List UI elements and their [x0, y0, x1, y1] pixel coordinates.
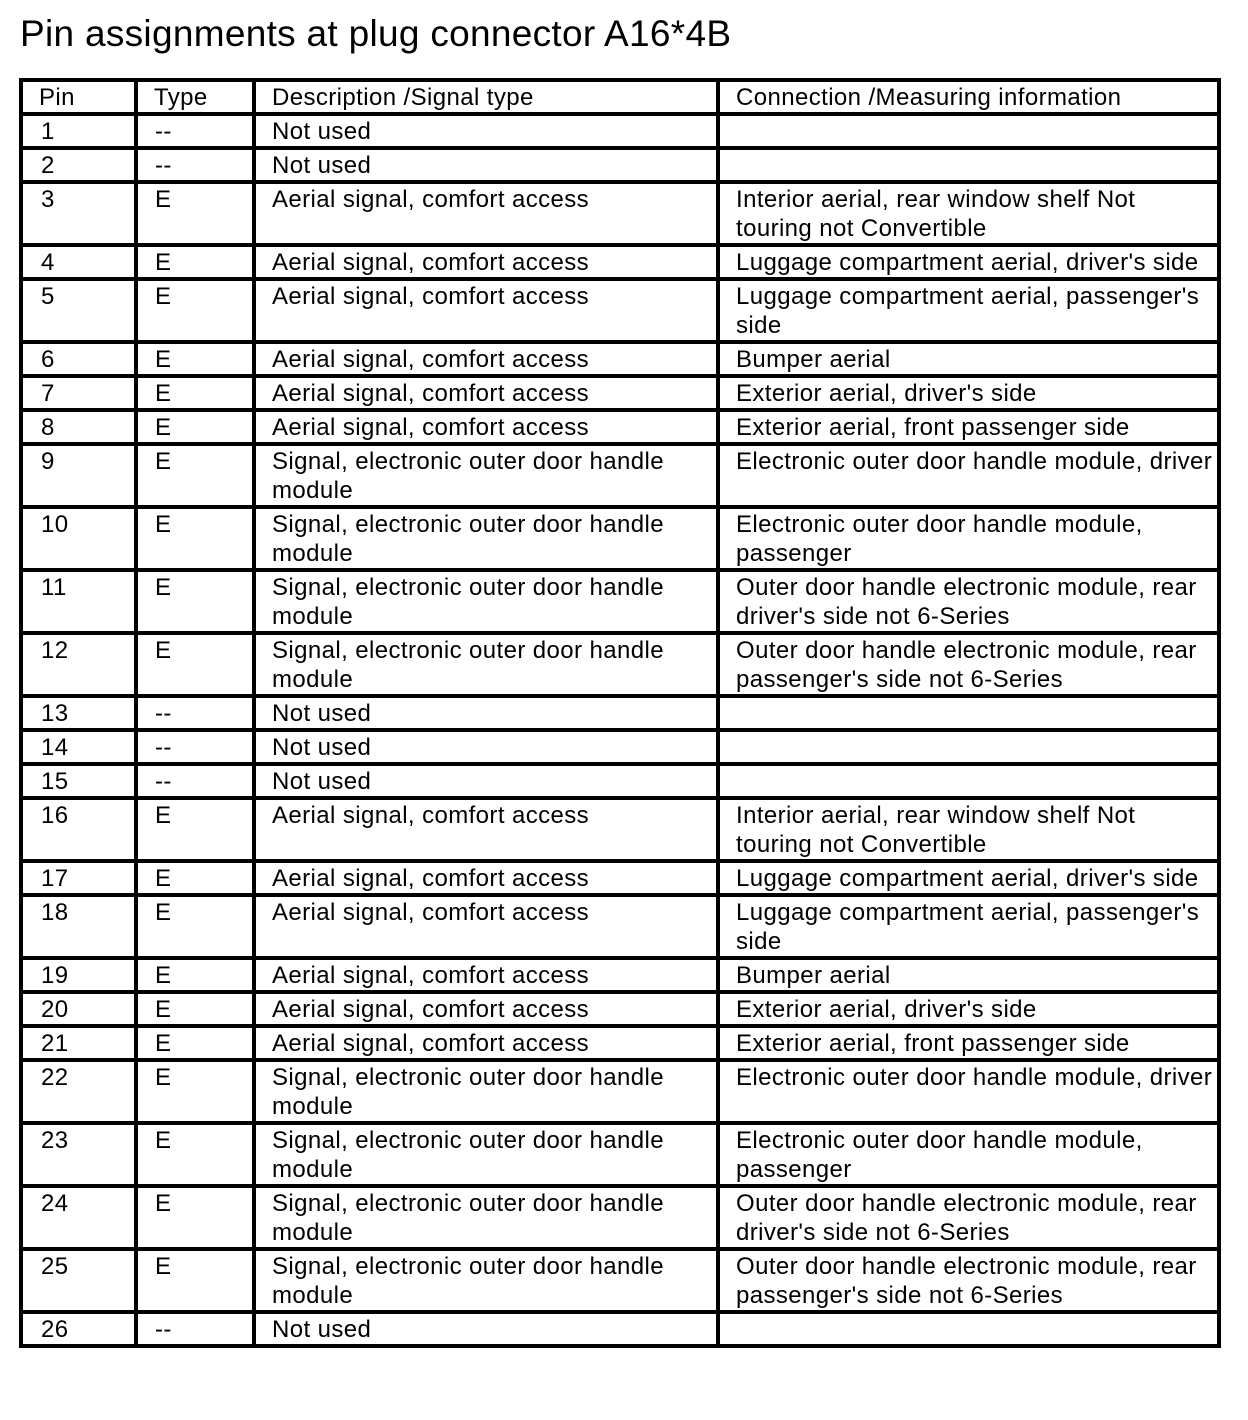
- description-cell: Aerial signal, comfort access: [254, 410, 718, 444]
- type-cell: E: [136, 633, 254, 696]
- type-cell: E: [136, 992, 254, 1026]
- pin-cell: 12: [21, 633, 136, 696]
- connection-cell: Electronic outer door handle module, driver: [718, 444, 1219, 507]
- type-cell: E: [136, 1249, 254, 1312]
- table-row: [21, 148, 1219, 182]
- pin-assignment-table: [19, 78, 1221, 1348]
- type-cell: --: [136, 148, 254, 182]
- type-cell: E: [136, 958, 254, 992]
- type-cell: E: [136, 1123, 254, 1186]
- pin-cell: 22: [21, 1060, 136, 1123]
- pin-cell: 17: [21, 861, 136, 895]
- description-cell: Aerial signal, comfort access: [254, 861, 718, 895]
- description-cell: Not used: [254, 764, 718, 798]
- table-row: [21, 1060, 1219, 1123]
- connection-cell: Electronic outer door handle module, driver: [718, 1060, 1219, 1123]
- description-cell: Not used: [254, 148, 718, 182]
- table-row: [21, 507, 1219, 570]
- pin-cell: 14: [21, 730, 136, 764]
- table-row: [21, 992, 1219, 1026]
- pin-cell: 20: [21, 992, 136, 1026]
- type-cell: E: [136, 507, 254, 570]
- connection-cell: Electronic outer door handle module, passenger: [718, 507, 1219, 570]
- type-cell: E: [136, 570, 254, 633]
- connection-cell: Interior aerial, rear window shelf Not touring not Convertible: [718, 182, 1219, 245]
- table-row: [21, 798, 1219, 861]
- pin-cell: 2: [21, 148, 136, 182]
- connection-cell: Exterior aerial, front passenger side: [718, 1026, 1219, 1060]
- description-cell: Not used: [254, 114, 718, 148]
- pin-cell: 13: [21, 696, 136, 730]
- connection-cell: Interior aerial, rear window shelf Not touring not Convertible: [718, 798, 1219, 861]
- description-cell: Not used: [254, 730, 718, 764]
- description-cell: Aerial signal, comfort access: [254, 342, 718, 376]
- description-cell: Signal, electronic outer door handle module: [254, 1060, 718, 1123]
- column-header-pin: Pin: [21, 80, 136, 114]
- type-cell: --: [136, 764, 254, 798]
- description-cell: Signal, electronic outer door handle module: [254, 570, 718, 633]
- connection-cell: Bumper aerial: [718, 342, 1219, 376]
- description-cell: Aerial signal, comfort access: [254, 958, 718, 992]
- connection-cell: Outer door handle electronic module, rear passenger's side not 6-Series: [718, 1249, 1219, 1312]
- type-cell: E: [136, 895, 254, 958]
- table-row: [21, 376, 1219, 410]
- connection-cell: [718, 764, 1219, 798]
- type-cell: E: [136, 798, 254, 861]
- type-cell: --: [136, 114, 254, 148]
- pin-cell: 7: [21, 376, 136, 410]
- pin-cell: 3: [21, 182, 136, 245]
- type-cell: E: [136, 279, 254, 342]
- description-cell: Signal, electronic outer door handle module: [254, 1186, 718, 1249]
- pin-cell: 21: [21, 1026, 136, 1060]
- type-cell: E: [136, 342, 254, 376]
- description-cell: Aerial signal, comfort access: [254, 245, 718, 279]
- pin-cell: 1: [21, 114, 136, 148]
- pin-cell: 4: [21, 245, 136, 279]
- table-row: [21, 958, 1219, 992]
- description-cell: Signal, electronic outer door handle module: [254, 1249, 718, 1312]
- table-row: [21, 633, 1219, 696]
- type-cell: --: [136, 730, 254, 764]
- pin-cell: 6: [21, 342, 136, 376]
- connection-cell: Outer door handle electronic module, rear driver's side not 6-Series: [718, 570, 1219, 633]
- table-row: [21, 1186, 1219, 1249]
- description-cell: Signal, electronic outer door handle module: [254, 633, 718, 696]
- connection-cell: Exterior aerial, front passenger side: [718, 410, 1219, 444]
- connection-cell: Luggage compartment aerial, driver's side: [718, 861, 1219, 895]
- description-cell: Signal, electronic outer door handle module: [254, 507, 718, 570]
- column-header-description: Description /Signal type: [254, 80, 718, 114]
- pin-cell: 18: [21, 895, 136, 958]
- description-cell: Aerial signal, comfort access: [254, 279, 718, 342]
- connection-cell: Exterior aerial, driver's side: [718, 376, 1219, 410]
- description-cell: Not used: [254, 1312, 718, 1346]
- connection-cell: [718, 1312, 1219, 1346]
- description-cell: Aerial signal, comfort access: [254, 376, 718, 410]
- connection-cell: Luggage compartment aerial, passenger's side: [718, 279, 1219, 342]
- table-row: [21, 342, 1219, 376]
- table-row: [21, 410, 1219, 444]
- page-title: Pin assignments at plug connector A16*4B: [20, 13, 732, 54]
- type-cell: E: [136, 245, 254, 279]
- pin-cell: 25: [21, 1249, 136, 1312]
- description-cell: Signal, electronic outer door handle module: [254, 1123, 718, 1186]
- table-row: [21, 895, 1219, 958]
- table-row: [21, 570, 1219, 633]
- table-row: [21, 1026, 1219, 1060]
- pin-cell: 26: [21, 1312, 136, 1346]
- table-row: [21, 114, 1219, 148]
- table-row: [21, 861, 1219, 895]
- table-row: [21, 1249, 1219, 1312]
- type-cell: E: [136, 1186, 254, 1249]
- table-row: [21, 1123, 1219, 1186]
- pin-cell: 15: [21, 764, 136, 798]
- pin-cell: 9: [21, 444, 136, 507]
- connection-cell: Outer door handle electronic module, rear driver's side not 6-Series: [718, 1186, 1219, 1249]
- pin-cell: 11: [21, 570, 136, 633]
- connection-cell: Outer door handle electronic module, rear passenger's side not 6-Series: [718, 633, 1219, 696]
- type-cell: E: [136, 410, 254, 444]
- pin-cell: 24: [21, 1186, 136, 1249]
- table-row: [21, 444, 1219, 507]
- type-cell: E: [136, 861, 254, 895]
- description-cell: Aerial signal, comfort access: [254, 182, 718, 245]
- pin-cell: 19: [21, 958, 136, 992]
- connection-cell: Electronic outer door handle module, passenger: [718, 1123, 1219, 1186]
- table-row: [21, 764, 1219, 798]
- table-header-row: [21, 80, 1219, 114]
- table-body: [21, 114, 1219, 1346]
- table-row: [21, 182, 1219, 245]
- type-cell: E: [136, 182, 254, 245]
- type-cell: E: [136, 1060, 254, 1123]
- pin-cell: 10: [21, 507, 136, 570]
- type-cell: E: [136, 376, 254, 410]
- table-row: [21, 245, 1219, 279]
- connection-cell: Luggage compartment aerial, passenger's side: [718, 895, 1219, 958]
- description-cell: Signal, electronic outer door handle module: [254, 444, 718, 507]
- table-row: [21, 730, 1219, 764]
- pin-cell: 16: [21, 798, 136, 861]
- connection-cell: [718, 730, 1219, 764]
- description-cell: Aerial signal, comfort access: [254, 798, 718, 861]
- connection-cell: Bumper aerial: [718, 958, 1219, 992]
- pin-cell: 8: [21, 410, 136, 444]
- table-row: [21, 279, 1219, 342]
- pin-cell: 23: [21, 1123, 136, 1186]
- description-cell: Aerial signal, comfort access: [254, 1026, 718, 1060]
- table-row: [21, 696, 1219, 730]
- description-cell: Aerial signal, comfort access: [254, 895, 718, 958]
- type-cell: --: [136, 1312, 254, 1346]
- type-cell: E: [136, 1026, 254, 1060]
- connection-cell: Luggage compartment aerial, driver's side: [718, 245, 1219, 279]
- column-header-connection: Connection /Measuring information: [718, 80, 1219, 114]
- pin-cell: 5: [21, 279, 136, 342]
- type-cell: E: [136, 444, 254, 507]
- type-cell: --: [136, 696, 254, 730]
- connection-cell: [718, 696, 1219, 730]
- connection-cell: [718, 148, 1219, 182]
- connection-cell: [718, 114, 1219, 148]
- column-header-type: Type: [136, 80, 254, 114]
- description-cell: Not used: [254, 696, 718, 730]
- table-row: [21, 1312, 1219, 1346]
- description-cell: Aerial signal, comfort access: [254, 992, 718, 1026]
- connection-cell: Exterior aerial, driver's side: [718, 992, 1219, 1026]
